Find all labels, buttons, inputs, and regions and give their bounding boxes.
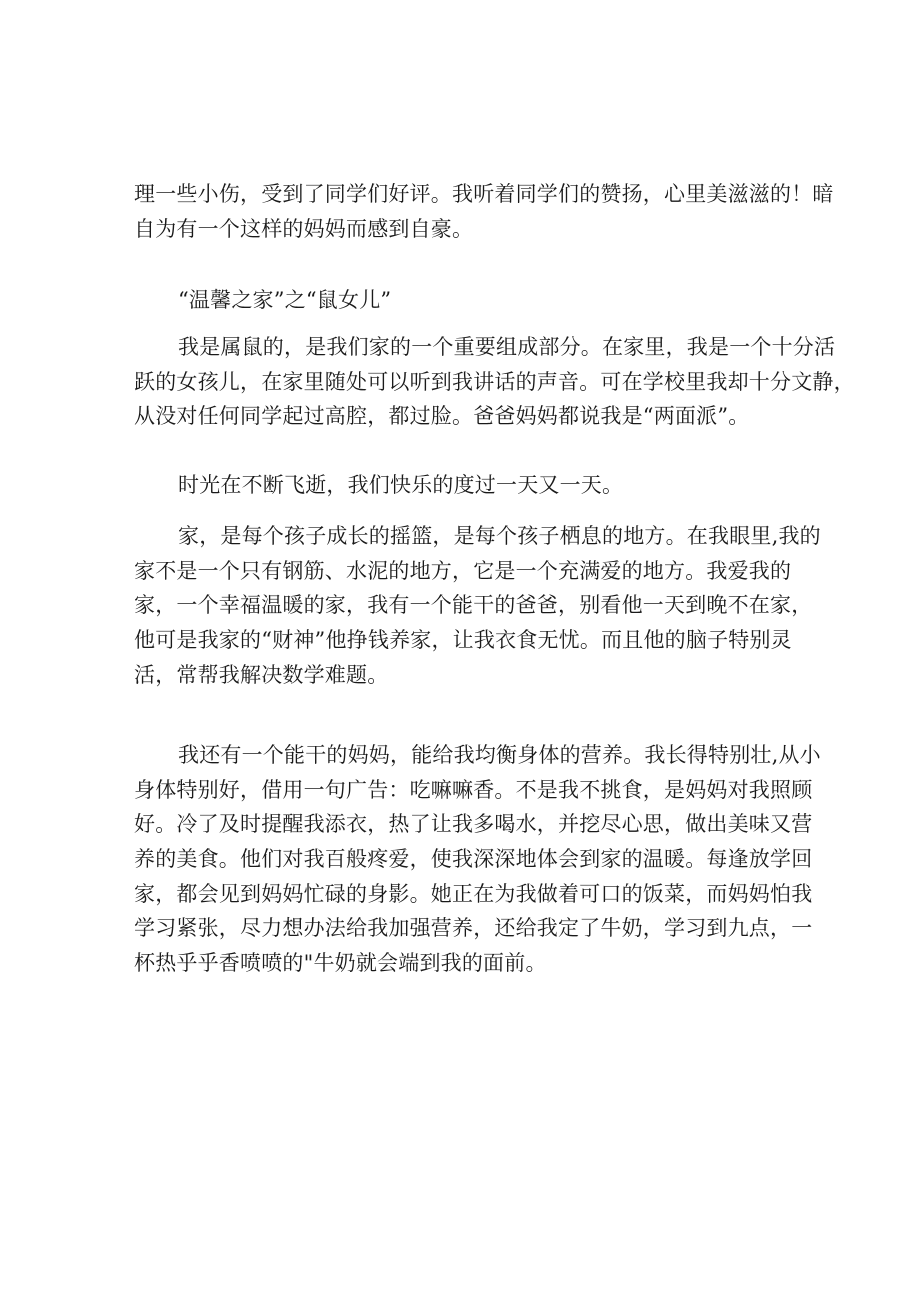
text-line: 我还有一个能干的妈妈，能给我均衡身体的营养。我长得特别壮,从小 xyxy=(178,743,821,767)
text-line: 学习紧张，尽力想办法给我加强营养，还给我定了牛奶，学习到九点，一 xyxy=(134,916,813,941)
paragraph-time xyxy=(134,468,794,503)
paragraph-mother xyxy=(134,738,821,981)
text-line: 从没对任何同学起过高腔，都过脸。爸爸妈妈都说我是“两面派”。 xyxy=(134,404,750,429)
text-line: 跃的女孩儿，在家里随处可以听到我讲话的声音。可在学校里我却十分文静， xyxy=(134,369,855,394)
text-line: 养的美食。他们对我百般疼爱，使我深深地体会到家的温暖。每逢放学回 xyxy=(134,847,813,872)
text-line: 他可是我家的“财神”他挣钱养家，让我衣食无忧。而且他的脑子特别灵 xyxy=(134,628,792,653)
paragraph-continuation xyxy=(134,177,834,246)
text-line: 我是属鼠的，是我们家的一个重要组成部分。在家里，我是一个十分活 xyxy=(178,335,836,359)
text-line: 自为有一个这样的妈妈而感到自豪。 xyxy=(134,216,474,241)
text-line: 家，都会见到妈妈忙碌的身影。她正在为我做着可口的饭菜，而妈妈怕我 xyxy=(134,881,813,906)
section-heading xyxy=(134,283,794,318)
paragraph-rat-daughter xyxy=(134,330,855,434)
text-line: 活，常帮我解决数学难题。 xyxy=(134,662,389,687)
text-line: 杯热乎乎香喷喷的"牛奶就会端到我的面前。 xyxy=(134,951,547,976)
heading-text: “温馨之家”之“鼠女儿” xyxy=(178,288,392,312)
text-line: 好。冷了及时提醒我添衣，热了让我多喝水，并挖尽心思，做出美味又营 xyxy=(134,812,813,837)
text-line: 时光在不断飞逝，我们快乐的度过一天又一天。 xyxy=(178,473,624,497)
text-line: 理一些小伤，受到了同学们好评。我听着同学们的赞扬，心里美滋滋的！暗 xyxy=(134,182,834,206)
text-line: 家，是每个孩子成长的摇篮，是每个孩子栖息的地方。在我眼里,我的 xyxy=(178,524,821,548)
text-line: 家，一个幸福温暖的家，我有一个能干的爸爸，别看他一天到晚不在家， xyxy=(134,593,813,618)
text-line: 家不是一个只有钢筋、水泥的地方，它是一个充满爱的地方。我爱我的 xyxy=(134,558,792,583)
paragraph-home xyxy=(134,519,821,692)
text-line: 身体特别好，借用一句广告：吃嘛嘛香。不是我不挑食，是妈妈对我照顾 xyxy=(134,777,813,802)
